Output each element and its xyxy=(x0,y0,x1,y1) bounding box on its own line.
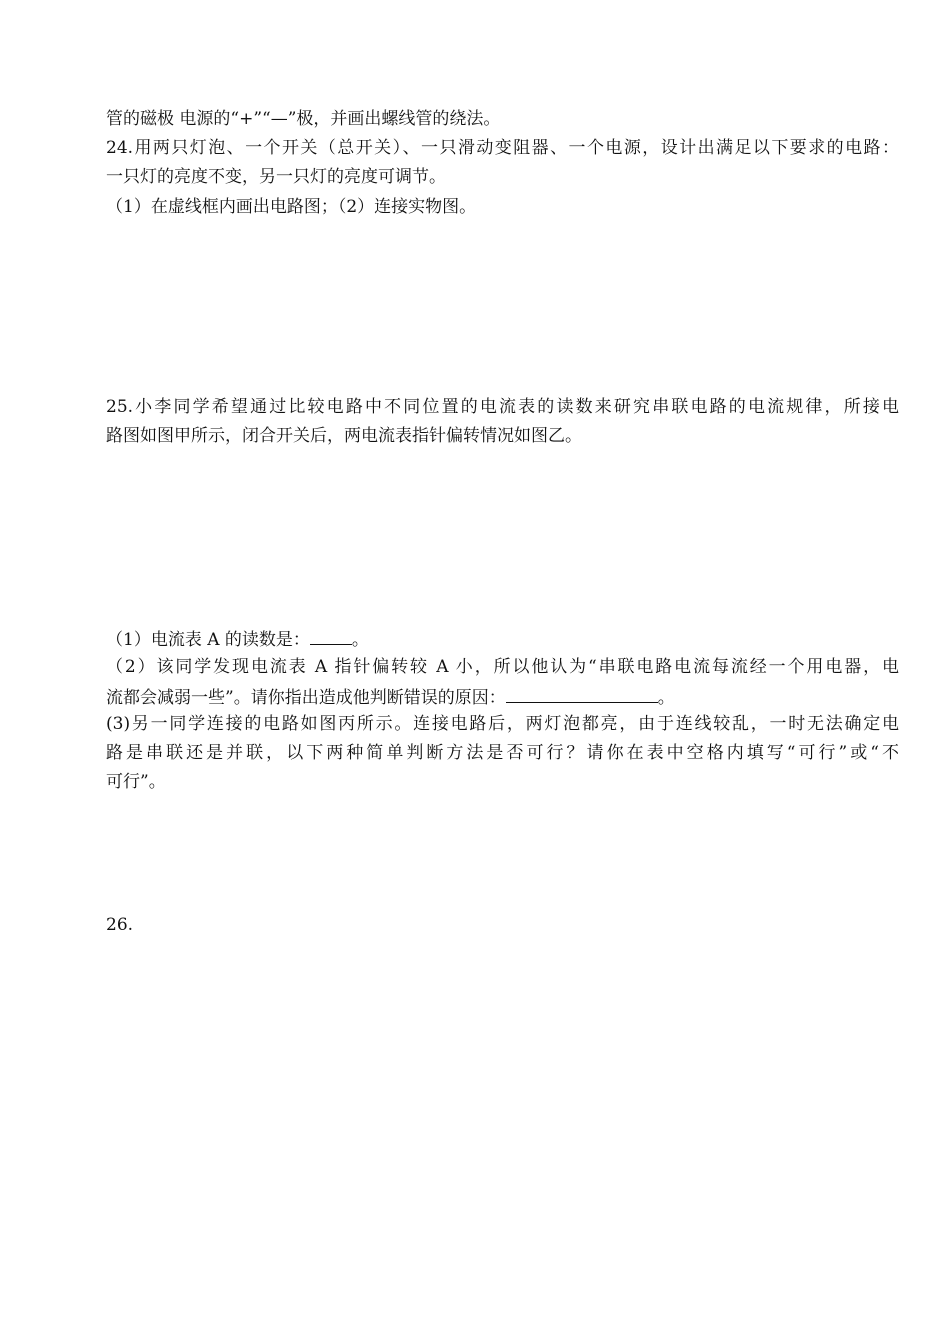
q24-text-line3: （1）在虚线框内画出电路图；（2）连接实物图。 xyxy=(106,197,477,217)
q25-sub3-line3: 可行”。 xyxy=(106,772,166,792)
q25-sub2-answer-blank[interactable] xyxy=(506,685,658,703)
q25-sub1-answer-blank[interactable] xyxy=(310,627,352,645)
q26-label: 26. xyxy=(106,915,134,935)
q25-sub1-end: 。 xyxy=(351,630,369,650)
q25-sub1 xyxy=(106,627,369,651)
q25-sub1-prompt: （1）电流表 A 的读数是： xyxy=(106,630,310,650)
q25-text-line2: 路图如图甲所示，闭合开关后，两电流表指针偏转情况如图乙。 xyxy=(106,426,582,446)
q25-sub2-end: 。 xyxy=(657,688,675,708)
q25-sub3-line2: 路是串联还是并联，以下两种简单判断方法是否可行？请你在表中空格内填写“可行”或“不 xyxy=(106,743,899,763)
q25-sub3-line1: (3)另一同学连接的电路如图丙所示。连接电路后，两灯泡都亮，由于连线较乱，一时无法确定电 xyxy=(106,714,899,734)
q25-text-line1: 25.小李同学希望通过比较电路中不同位置的电流表的读数来研究串联电路的电流规律，所接电 xyxy=(106,397,899,417)
q25-sub2-line1: （2）该同学发现电流表 A 指针偏转较 A 小，所以他认为“串联电路电流每流经一个用电器，电 xyxy=(106,657,899,677)
q23-text-line1: 管的磁极 电源的“+”“—”极，并画出螺线管的绕法。 xyxy=(106,109,501,129)
q25-sub2-line2 xyxy=(106,685,675,709)
q24-text-line2: 一只灯的亮度不变，另一只灯的亮度可调节。 xyxy=(106,167,446,187)
q25-sub2-prompt: 流都会减弱一些”。请你指出造成他判断错误的原因： xyxy=(106,688,506,708)
q24-text-line1: 24.用两只灯泡、一个开关（总开关）、一只滑动变阻器、一个电源，设计出满足以下要求的电路： xyxy=(106,138,899,158)
